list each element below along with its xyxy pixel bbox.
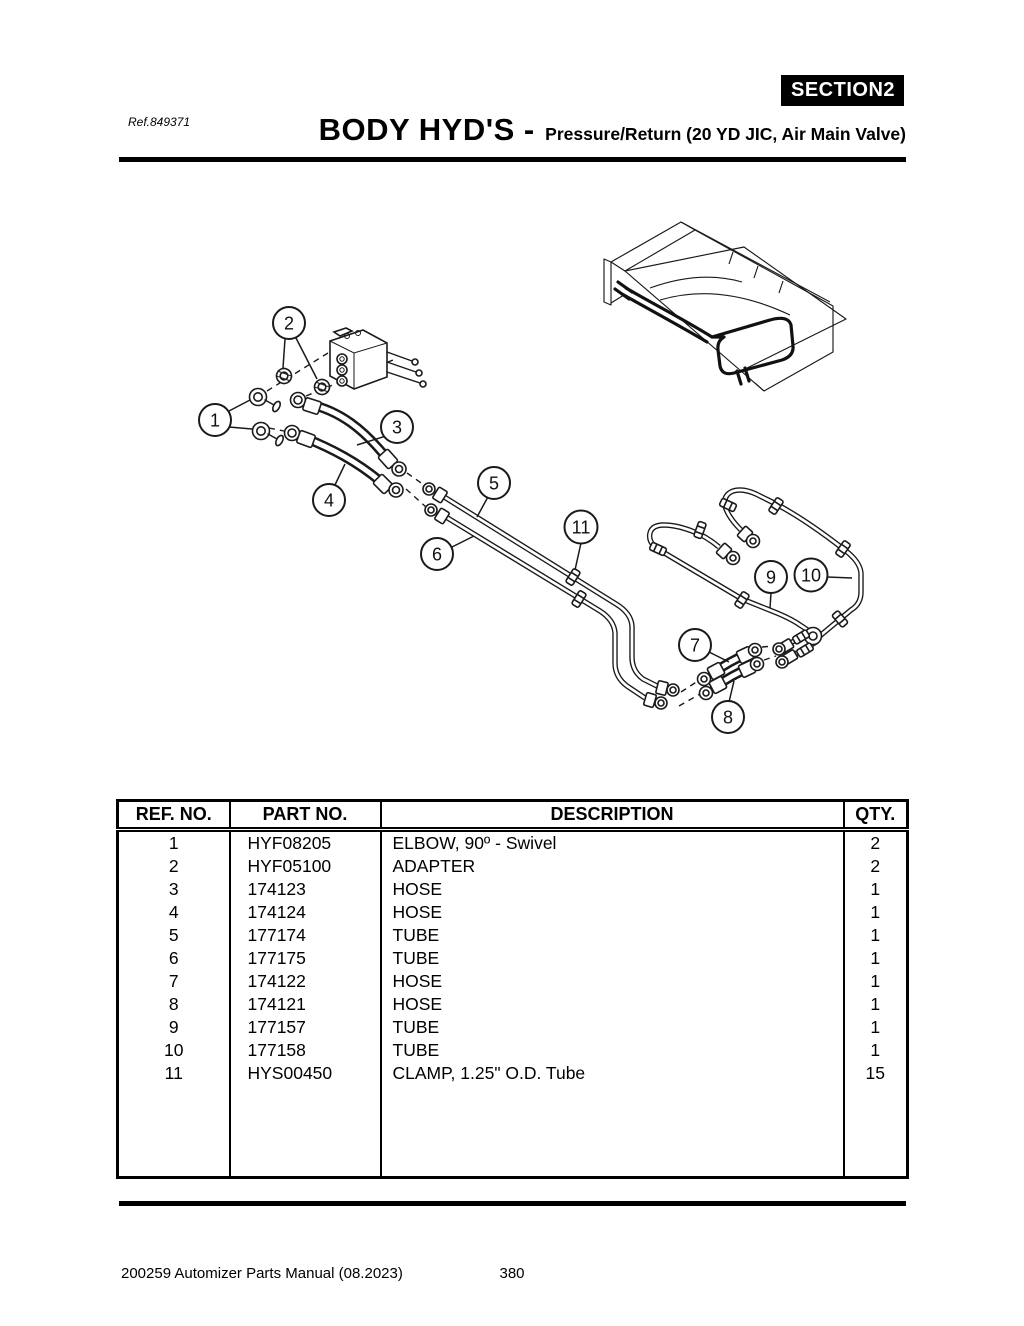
cell-ref: 3 (168, 879, 179, 899)
table-row (118, 1062, 908, 1085)
table-row (118, 855, 908, 878)
cell-desc: HOSE (381, 993, 844, 1016)
svg-text:6: 6 (431, 544, 443, 565)
table-row (118, 970, 908, 993)
cell-desc: HOSE (381, 970, 844, 993)
svg-text:5: 5 (488, 473, 500, 494)
cell-desc: TUBE (381, 1016, 844, 1039)
cell-part: HYF08205 (230, 830, 381, 856)
cell-ref: 4 (168, 902, 179, 922)
callout-7 (679, 629, 711, 661)
svg-text:2: 2 (283, 313, 295, 334)
cell-qty: 1 (844, 970, 908, 993)
parts-diagram (0, 175, 1024, 785)
cell-ref: 7 (168, 971, 179, 991)
callout-6 (421, 538, 453, 570)
cell-desc: TUBE (381, 924, 844, 947)
cell-part: 174123 (230, 878, 381, 901)
ref-number: Ref.849371 (128, 115, 191, 129)
svg-text:4: 4 (323, 490, 335, 511)
callout-11 (565, 511, 598, 544)
cell-qty: 1 (844, 947, 908, 970)
table-row (118, 878, 908, 901)
cell-desc: TUBE (381, 947, 844, 970)
cell-ref: 2 (168, 856, 179, 876)
svg-text:9: 9 (765, 567, 777, 588)
cell-qty: 1 (844, 878, 908, 901)
elbow-fittings (250, 389, 285, 447)
table-row (118, 947, 908, 970)
svg-text:10: 10 (800, 565, 822, 586)
col-header-ref: REF. NO. (118, 801, 230, 830)
table-row (118, 924, 908, 947)
page-title (319, 112, 906, 148)
callout-3 (381, 411, 413, 443)
cell-part: HYF05100 (230, 855, 381, 878)
cell-ref: 9 (168, 1017, 179, 1037)
cell-desc: HOSE (381, 901, 844, 924)
col-header-desc: DESCRIPTION (381, 801, 844, 830)
cell-ref: 1 (168, 833, 179, 853)
cell-ref: 10 (164, 1040, 184, 1060)
footer-rule (119, 1201, 906, 1206)
cell-desc: ELBOW, 90º - Swivel (381, 830, 844, 856)
table-filler-row (118, 1085, 908, 1178)
table-header-row (118, 801, 908, 830)
section-number: 2 (883, 79, 896, 101)
cell-qty: 1 (844, 1039, 908, 1062)
callout-1 (199, 404, 231, 436)
cell-desc: ADAPTER (381, 855, 844, 878)
control-valve-illustration (330, 328, 426, 389)
footer-manual-title: 200259 Automizer Parts Manual (08.2023) (121, 1265, 403, 1282)
cell-ref: 6 (168, 948, 179, 968)
cell-qty: 15 (844, 1062, 908, 1085)
cell-qty: 1 (844, 924, 908, 947)
cell-part: 174121 (230, 993, 381, 1016)
callout-2 (273, 307, 305, 339)
cell-desc: CLAMP, 1.25" O.D. Tube (381, 1062, 844, 1085)
cell-part: 177174 (230, 924, 381, 947)
svg-text:8: 8 (722, 707, 734, 728)
page-title-sub: Pressure/Return (20 YD JIC, Air Main Valve) (545, 124, 906, 144)
callout-5 (478, 467, 510, 499)
cell-ref: 5 (168, 925, 179, 945)
section-label: SECTION (791, 79, 884, 101)
tube-5-illustration (423, 483, 679, 696)
cell-qty: 1 (844, 993, 908, 1016)
cell-qty: 1 (844, 901, 908, 924)
section-badge (781, 75, 904, 106)
cell-qty: 2 (844, 855, 908, 878)
cell-part: 177158 (230, 1039, 381, 1062)
cell-part: HYS00450 (230, 1062, 381, 1085)
cell-ref: 8 (168, 994, 179, 1014)
cell-part: 174122 (230, 970, 381, 993)
truck-bed-inset (604, 222, 846, 391)
tube-6-illustration (425, 504, 667, 709)
cell-desc: HOSE (381, 878, 844, 901)
table-row (118, 830, 908, 856)
tube-end-cluster (773, 628, 822, 669)
adapter-fittings (274, 366, 331, 396)
cell-desc: TUBE (381, 1039, 844, 1062)
svg-text:3: 3 (391, 417, 403, 438)
svg-text:11: 11 (571, 517, 591, 538)
col-header-qty: QTY. (844, 801, 908, 830)
cell-qty: 2 (844, 830, 908, 856)
table-row (118, 993, 908, 1016)
callout-8 (712, 701, 744, 733)
footer-page-number: 380 (499, 1265, 525, 1282)
col-header-part: PART NO. (230, 801, 381, 830)
parts-table (116, 799, 909, 1179)
table-row (118, 901, 908, 924)
page-title-main: BODY HYD'S - (318, 112, 535, 147)
header-rule (119, 157, 906, 162)
cell-qty: 1 (844, 1016, 908, 1039)
callout-9 (755, 561, 787, 593)
table-row (118, 1039, 908, 1062)
svg-text:1: 1 (209, 410, 221, 431)
callout-4 (313, 484, 345, 516)
table-row (118, 1016, 908, 1039)
svg-text:7: 7 (689, 635, 701, 656)
cell-ref: 11 (164, 1063, 183, 1083)
cell-part: 174124 (230, 901, 381, 924)
cell-part: 177175 (230, 947, 381, 970)
callout-10 (795, 559, 828, 592)
cell-part: 177157 (230, 1016, 381, 1039)
